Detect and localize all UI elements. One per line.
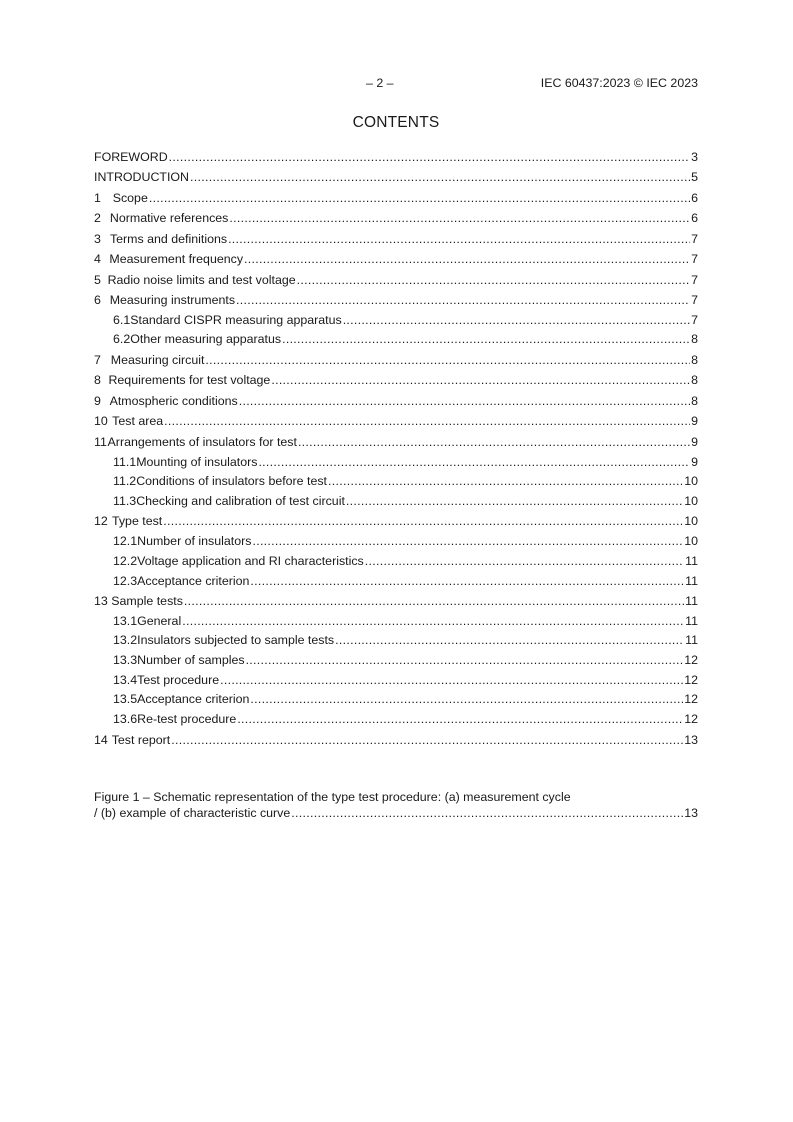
toc-entry-number: 12.1 (113, 534, 138, 549)
toc-entry-label: Sample tests (111, 594, 183, 608)
toc-entry-page: 13 (684, 732, 698, 747)
toc-leader-dots (346, 494, 683, 508)
toc-entry-number: 3 (94, 231, 101, 246)
toc-leader-dots (237, 712, 683, 726)
toc-entry-label: Terms and definitions (109, 231, 228, 246)
toc-entry-label: Atmospheric conditions (109, 393, 238, 408)
toc-leader-dots (244, 252, 690, 266)
toc-entry-page: 9 (691, 454, 698, 469)
toc-entry-page: 7 (691, 272, 698, 287)
toc-entry-label: Requirements for test voltage (108, 373, 271, 388)
toc-entry-label: Measuring circuit (110, 352, 205, 367)
toc-entry-number: 10 (94, 414, 108, 429)
toc-entry[interactable] (94, 246, 698, 267)
toc-entry-label: Scope (112, 190, 148, 205)
toc-entry-label: Arrangements of insulators for test (107, 434, 297, 449)
toc-entry-number: 13.2 (113, 633, 138, 648)
toc-entry-label: Number of samples (137, 653, 245, 668)
toc-entry-number: 6.1 (113, 312, 131, 327)
toc-entry-number: 12.2 (113, 553, 138, 568)
toc-entry-label: Re-test procedure (137, 712, 237, 727)
toc-entry-page: 11 (685, 553, 698, 568)
toc-entry[interactable] (94, 367, 698, 388)
figure-caption-line2-row (94, 806, 698, 822)
toc-entry[interactable] (94, 387, 698, 408)
table-of-contents (94, 143, 698, 747)
toc-entry-label: Test report (111, 732, 171, 747)
toc-entry[interactable] (94, 608, 698, 628)
toc-leader-dots (149, 191, 690, 205)
toc-entry[interactable] (94, 143, 698, 164)
toc-entry[interactable] (94, 568, 698, 588)
document-id: IEC 60437:2023 © IEC 2023 (540, 76, 698, 90)
toc-entry-label: Conditions of insulators before test (136, 474, 327, 489)
toc-entry-label: FOREWORD (94, 149, 168, 164)
toc-entry-label: Other measuring apparatus (130, 332, 282, 347)
toc-leader-dots (271, 373, 690, 387)
toc-entry-number: 6 (94, 293, 101, 307)
toc-leader-dots (328, 474, 683, 488)
toc-entry-label: INTRODUCTION (94, 170, 189, 184)
toc-entry-page: 9 (691, 414, 698, 429)
toc-entry-page: 7 (691, 252, 698, 266)
toc-entry-page: 8 (691, 373, 698, 388)
toc-entry-page: 12 (684, 712, 698, 727)
toc-entry-label: Type test (111, 514, 163, 529)
toc-entry-label: Measurement frequency (109, 252, 244, 266)
toc-entry[interactable] (94, 408, 698, 429)
toc-entry-number: 7 (94, 352, 101, 367)
toc-entry-number: 13.4 (113, 672, 138, 687)
toc-entry-page: 6 (691, 211, 698, 225)
toc-entry[interactable] (94, 667, 698, 687)
toc-entry-page: 7 (691, 231, 698, 246)
toc-entry-page: 10 (684, 493, 698, 508)
toc-leader-dots (163, 514, 683, 528)
toc-leader-dots (258, 455, 690, 469)
toc-entry-number: 9 (94, 393, 101, 408)
figure-page: 13 (684, 806, 698, 820)
toc-leader-dots (343, 313, 690, 327)
toc-entry[interactable] (94, 225, 698, 246)
toc-entry-label: Insulators subjected to sample tests (137, 633, 335, 648)
toc-leader-dots (297, 273, 690, 287)
toc-entry[interactable] (94, 647, 698, 667)
toc-leader-dots (246, 653, 684, 667)
toc-entry-label: Mounting of insulators (136, 454, 258, 469)
toc-entry-page: 8 (691, 352, 698, 367)
toc-leader-dots (250, 574, 684, 588)
toc-entry-number: 11.1 (113, 454, 137, 469)
toc-leader-dots (365, 554, 684, 568)
toc-entry-page: 10 (684, 474, 698, 489)
toc-leader-dots (239, 394, 690, 408)
toc-entry[interactable] (94, 307, 698, 327)
toc-entry-page: 5 (691, 170, 698, 184)
toc-entry-page: 8 (691, 393, 698, 408)
toc-entry[interactable] (94, 588, 698, 609)
toc-leader-dots (282, 332, 690, 346)
toc-entry[interactable] (94, 528, 698, 548)
toc-entry-number: 12.3 (113, 573, 138, 588)
toc-entry-number: 8 (94, 373, 101, 388)
toc-leader-dots (164, 414, 690, 428)
toc-entry[interactable] (94, 488, 698, 508)
toc-leader-dots (228, 232, 690, 246)
toc-entry-page: 7 (691, 293, 698, 307)
toc-entry-page: 11 (685, 633, 698, 648)
toc-entry-number: 13.5 (113, 692, 138, 707)
toc-entry-number: 11.2 (113, 474, 137, 489)
toc-leader-dots (184, 594, 684, 608)
toc-entry-number: 13 (94, 594, 108, 608)
toc-entry-label: Test area (112, 414, 164, 429)
toc-leader-dots (236, 293, 690, 307)
toc-entry[interactable] (94, 687, 698, 707)
toc-entry[interactable] (94, 164, 698, 185)
toc-leader-dots (171, 733, 683, 747)
toc-entry-label: Checking and calibration of test circuit (136, 493, 345, 508)
toc-entry[interactable] (94, 508, 698, 529)
toc-entry-number: 1 (94, 190, 101, 205)
toc-entry-label: Measuring instruments (109, 293, 236, 307)
toc-entry-page: 12 (684, 672, 698, 687)
toc-entry[interactable] (94, 327, 698, 347)
page-number: – 2 – (366, 76, 394, 90)
toc-entry[interactable] (94, 184, 698, 205)
toc-entry-label: Voltage application and RI characteristics (137, 553, 364, 568)
toc-entry-number: 2 (94, 211, 101, 225)
toc-entry-label: Acceptance criterion (137, 692, 250, 707)
toc-leader-dots (220, 673, 683, 687)
toc-entry-label: Radio noise limits and test voltage (107, 272, 296, 287)
toc-entry-page: 10 (684, 534, 698, 549)
toc-entry-number: 4 (94, 252, 101, 266)
toc-entry-label: Standard CISPR measuring apparatus (130, 312, 342, 327)
toc-entry-page: 12 (684, 653, 698, 668)
figure-caption-line2: / (b) example of characteristic curve (94, 806, 291, 820)
toc-entry[interactable] (94, 449, 698, 469)
toc-leader-dots (169, 150, 690, 164)
toc-entry-number: 13.3 (113, 653, 138, 668)
page-header (94, 76, 698, 92)
toc-entry-page: 11 (685, 613, 698, 628)
toc-entry-label: Normative references (109, 211, 229, 225)
figure-leader-dots (291, 806, 683, 822)
toc-entry-page: 12 (684, 692, 698, 707)
toc-entry-label: General (137, 613, 182, 628)
toc-entry[interactable] (94, 706, 698, 726)
toc-entry-number: 5 (94, 272, 101, 287)
toc-entry[interactable] (94, 428, 698, 449)
toc-entry[interactable] (94, 628, 698, 648)
contents-title: CONTENTS (352, 114, 440, 131)
toc-entry-page: 10 (684, 514, 698, 529)
toc-entry-page: 11 (685, 594, 698, 608)
figure-entry[interactable] (94, 790, 698, 822)
toc-entry-number: 11 (94, 434, 107, 449)
toc-entry[interactable] (94, 346, 698, 367)
toc-leader-dots (190, 170, 690, 184)
toc-entry-label: Number of insulators (137, 534, 252, 549)
toc-leader-dots (252, 534, 683, 548)
toc-entry-label: Test procedure (137, 672, 220, 687)
toc-leader-dots (298, 435, 690, 449)
list-of-figures (94, 790, 698, 822)
toc-entry[interactable] (94, 205, 698, 226)
toc-entry-page: 7 (691, 312, 698, 327)
toc-entry-number: 13.1 (113, 613, 138, 628)
toc-leader-dots (205, 353, 690, 367)
toc-leader-dots (335, 633, 684, 647)
toc-entry-number: 11.3 (113, 493, 137, 508)
toc-entry-number: 13.6 (113, 712, 138, 727)
toc-entry-label: Acceptance criterion (137, 573, 250, 588)
toc-entry-page: 8 (691, 332, 698, 347)
toc-leader-dots (250, 692, 683, 706)
toc-entry-page: 3 (691, 149, 698, 164)
toc-entry-page: 6 (691, 190, 698, 205)
toc-entry-number: 12 (94, 514, 108, 529)
toc-entry[interactable] (94, 548, 698, 568)
toc-leader-dots (229, 211, 690, 225)
toc-entry-number: 14 (94, 732, 108, 747)
toc-entry[interactable] (94, 266, 698, 287)
toc-entry-page: 11 (685, 573, 698, 588)
toc-entry[interactable] (94, 469, 698, 489)
toc-entry-number: 6.2 (113, 332, 131, 347)
toc-entry-page: 9 (691, 434, 698, 449)
toc-leader-dots (182, 614, 684, 628)
toc-entry[interactable] (94, 287, 698, 308)
toc-entry[interactable] (94, 726, 698, 747)
figure-caption-line1: Figure 1 – Schematic representation of the type test procedure: (a) measurement cycle (94, 790, 571, 804)
